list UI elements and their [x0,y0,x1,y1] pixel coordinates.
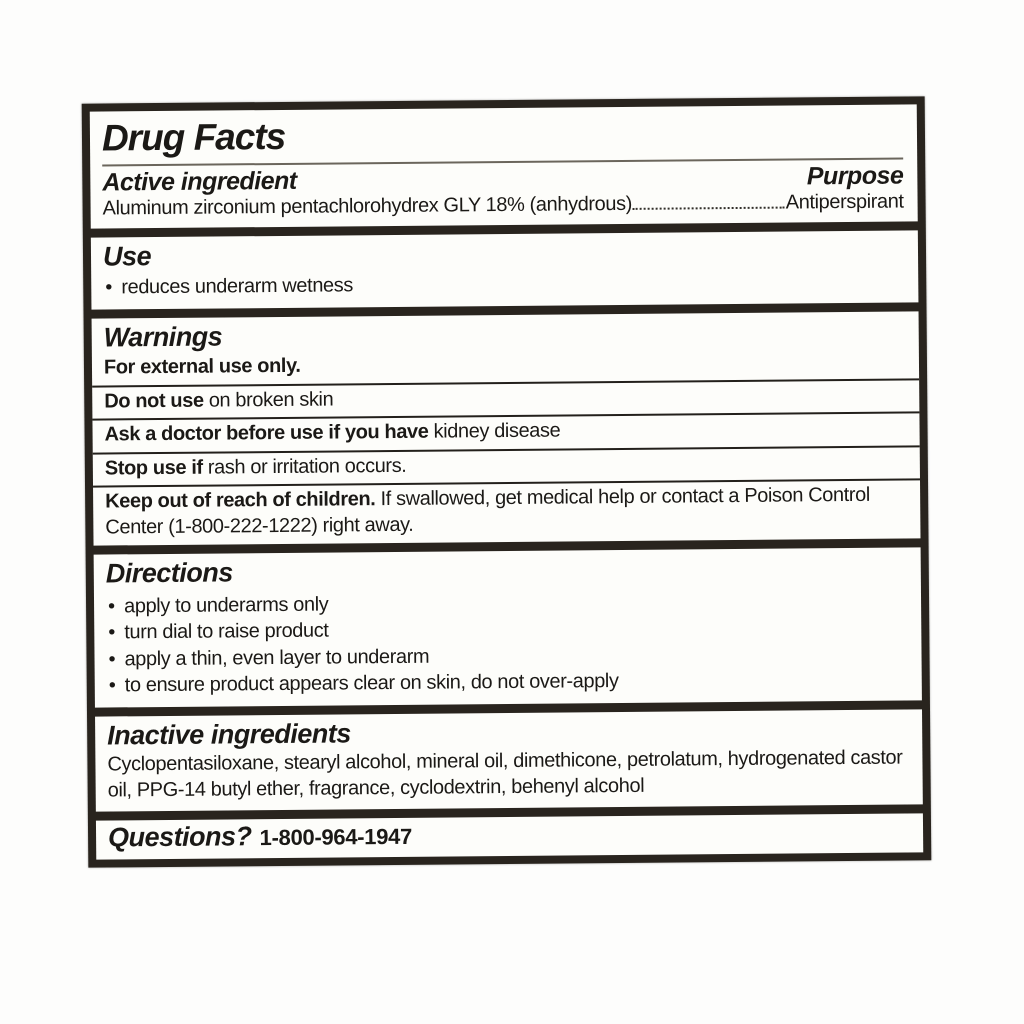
section-header [90,104,918,229]
drug-facts-label [82,96,932,867]
use-bullet: • reduces underarm wetness [103,268,904,302]
warnings-heading: Warnings [103,321,223,353]
label-frame [82,96,932,867]
inactive-ingredients-text: Cyclopentasiloxane, stearyl alcohol, mineral oil, dimethicone, petrolatum, hydrogenated castor oil, PPG-14 butyl ether, fragrance, cyclodextrin, behenyl alcohol [107,746,903,802]
purpose-heading: Purpose [806,161,904,190]
directions-bullet: • turn dial to raise product [106,613,907,647]
warning-bold-text: Keep out of reach of children. [105,488,376,513]
use-bullet-list [103,268,904,302]
questions-heading: Questions? [107,821,252,853]
active-ingredient-heading: Active ingredient [102,166,297,197]
warning-rest-text: rash or irritation occurs. [202,454,407,479]
dot-leader [633,207,785,210]
warning-bold-text: For external use only. [103,354,301,379]
warning-row [93,481,920,545]
inactive-ingredients-heading: Inactive ingredients [107,718,351,751]
directions-bullet-list [106,586,908,699]
warning-bold-text: Ask a doctor before use if you have [104,420,429,446]
use-heading: Use [102,241,152,272]
drug-facts-title: Drug Facts [101,115,286,159]
directions-heading: Directions [105,556,233,589]
section-directions [94,547,922,708]
questions-phone-number: 1-800-964-1947 [259,823,413,851]
section-inactive-ingredients [95,709,923,811]
section-use [91,231,919,310]
warning-rest-text: If swallowed, get medical help or contact a Poison Control Center (1-800-222-1222) right away. [105,484,870,539]
directions-bullet: • to ensure product appears clear on skin, do not over-apply [107,666,908,700]
warning-bold-text: Do not use [104,389,204,413]
directions-bullet: • apply to underarms only [106,586,907,620]
directions-bullet: • apply a thin, even layer to underarm [106,639,907,673]
warning-rest-text: kidney disease [428,419,561,443]
section-warnings [92,311,921,545]
section-questions [96,813,923,859]
warning-bold-text: Stop use if [104,456,203,480]
purpose-value: Antiperspirant [785,190,904,214]
warning-rest-text: on broken skin [203,388,334,412]
questions-row [96,813,923,859]
active-ingredient-name: Aluminum zirconium pentachlorohydrex GLY 18% (anhydrous) [102,193,633,220]
